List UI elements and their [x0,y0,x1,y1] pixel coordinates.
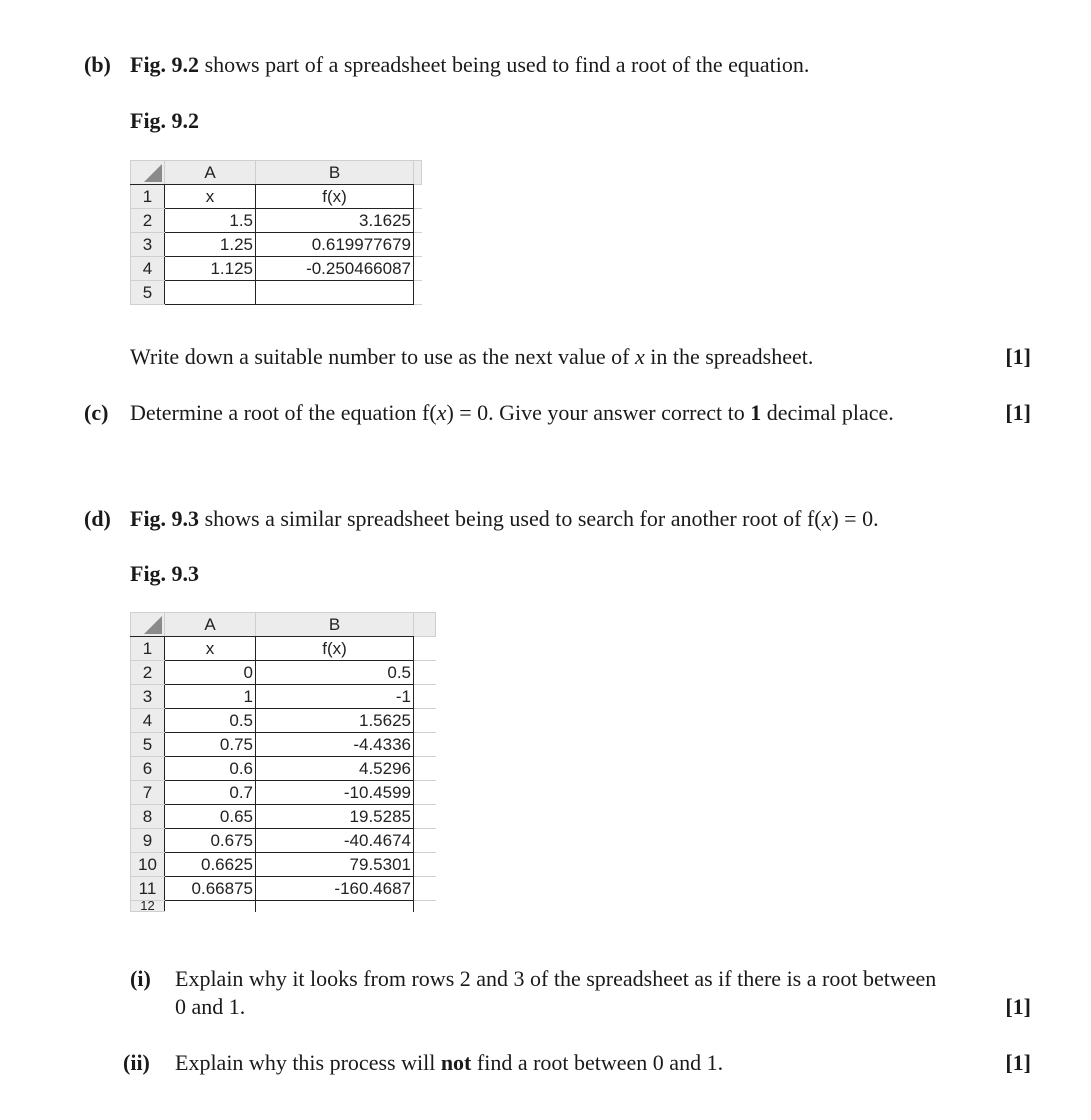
cell-a[interactable]: 0.6625 [165,853,256,877]
select-all-triangle-icon [144,164,162,182]
variable-x: x [634,344,645,369]
cell-extra [414,733,436,757]
cell-a[interactable]: 0.7 [165,781,256,805]
cell-a[interactable]: x [165,185,256,209]
cell-extra [414,661,436,685]
cell-a[interactable]: 0.66875 [165,877,256,901]
cell-extra [414,781,436,805]
row-header[interactable]: 3 [131,685,165,709]
spreadsheet-fig-9-3 [130,612,436,912]
part-c-text [130,400,894,425]
row-header[interactable]: 8 [131,805,165,829]
row-header[interactable]: 12 [131,901,165,912]
sheet-row-partial [131,901,436,912]
sheet-row [131,757,436,781]
cell-b[interactable]: 1.5625 [256,709,414,733]
part-c-text-1: Determine a root of the equation f( [130,400,437,425]
fig-9-3-title: Fig. 9.3 [130,561,200,586]
spreadsheet-fig-9-2 [130,160,422,305]
row-header[interactable]: 2 [131,209,165,233]
cell-b[interactable]: 0.619977679 [256,233,414,257]
cell-extra [414,281,422,305]
column-header-extra [414,161,422,185]
column-header-b[interactable]: B [256,613,414,637]
part-b-question-end: in the spreadsheet. [644,344,814,369]
sheet-row [131,685,436,709]
sheet-row [131,781,436,805]
cell-b[interactable]: -40.4674 [256,829,414,853]
column-header-row [131,613,436,637]
variable-x: x [821,506,832,531]
cell-extra [414,637,436,661]
cell-a[interactable] [165,281,256,305]
part-d-i-line-2: 0 and 1. [175,994,246,1019]
decimal-places: 1 [750,400,762,425]
cell-extra [414,209,422,233]
sheet-row [131,829,436,853]
row-header[interactable]: 3 [131,233,165,257]
part-c-marks: [1] [1005,400,1031,425]
cell-a [165,901,256,912]
part-d-ii-text-2: find a root between 0 and 1. [471,1050,724,1075]
sheet-row [131,281,422,305]
part-d-i-label: (i) [130,966,151,991]
sheet-row [131,661,436,685]
cell-extra [414,233,422,257]
cell-a[interactable]: 1 [165,685,256,709]
part-b-sentence: shows part of a spreadsheet being used to find a root of the equation. [199,52,810,77]
select-all-corner[interactable] [131,613,165,637]
cell-b[interactable] [256,281,414,305]
part-d-i-line-1: Explain why it looks from rows 2 and 3 of the spreadsheet as if there is a root between [175,966,937,991]
cell-b[interactable]: -10.4599 [256,781,414,805]
part-c-text-2: ) = 0. Give your answer correct to [446,400,751,425]
fig-9-2-title: Fig. 9.2 [130,108,200,133]
cell-a[interactable]: 0 [165,661,256,685]
part-c-text-3: decimal place. [761,400,894,425]
sheet-row [131,209,422,233]
cell-b[interactable]: 3.1625 [256,209,414,233]
variable-x: x [436,400,447,425]
cell-b[interactable]: f(x) [256,637,414,661]
select-all-triangle-icon [144,616,162,634]
row-header[interactable]: 5 [131,733,165,757]
cell-b[interactable]: -4.4336 [256,733,414,757]
column-header-b[interactable]: B [256,161,414,185]
cell-extra [414,757,436,781]
cell-b[interactable]: -0.250466087 [256,257,414,281]
sheet-row [131,185,422,209]
cell-b[interactable]: 0.5 [256,661,414,685]
cell-b[interactable]: 19.5285 [256,805,414,829]
column-header-row [131,161,422,185]
row-header[interactable]: 1 [131,637,165,661]
part-d-text [130,506,879,531]
cell-extra [414,901,436,912]
row-header[interactable]: 10 [131,853,165,877]
fig-9-2-ref: Fig. 9.2 [130,52,200,77]
part-b-text [130,52,809,77]
cell-b [256,901,414,912]
part-d-ii-text-1: Explain why this process will [175,1050,441,1075]
part-b-question-text: Write down a suitable number to use as the next value of [130,344,635,369]
cell-a[interactable]: 0.5 [165,709,256,733]
sheet-row [131,233,422,257]
cell-b[interactable]: -160.4687 [256,877,414,901]
part-d-i-marks: [1] [1005,994,1031,1019]
part-d-ii-marks: [1] [1005,1050,1031,1075]
cell-a[interactable]: 1.25 [165,233,256,257]
cell-b[interactable]: -1 [256,685,414,709]
cell-a[interactable]: 0.65 [165,805,256,829]
cell-a[interactable]: 1.5 [165,209,256,233]
cell-extra [414,829,436,853]
row-header[interactable]: 6 [131,757,165,781]
sheet-row [131,853,436,877]
part-d-text-1: shows a similar spreadsheet being used to search for another root of f( [199,506,822,531]
row-header[interactable]: 9 [131,829,165,853]
part-d-ii-text [175,1050,723,1075]
row-header[interactable]: 4 [131,257,165,281]
part-d-label: (d) [84,506,111,531]
row-header[interactable]: 4 [131,709,165,733]
cell-a[interactable]: 1.125 [165,257,256,281]
cell-a[interactable]: 0.675 [165,829,256,853]
column-header-a[interactable]: A [165,613,256,637]
sheet-row [131,709,436,733]
cell-a[interactable]: x [165,637,256,661]
cell-extra [414,685,436,709]
cell-a[interactable]: 0.75 [165,733,256,757]
part-b-label: (b) [84,52,111,77]
cell-b[interactable]: 4.5296 [256,757,414,781]
cell-extra [414,853,436,877]
row-header[interactable]: 7 [131,781,165,805]
part-b-marks: [1] [1005,344,1031,369]
row-header[interactable]: 11 [131,877,165,901]
sheet-row [131,257,422,281]
select-all-corner[interactable] [131,161,165,185]
cell-b[interactable]: 79.5301 [256,853,414,877]
part-d-text-2: ) = 0. [831,506,879,531]
row-header[interactable]: 1 [131,185,165,209]
emphasis-not: not [440,1050,472,1075]
cell-extra [414,805,436,829]
sheet-row [131,637,436,661]
cell-a[interactable]: 0.6 [165,757,256,781]
fig-9-3-ref: Fig. 9.3 [130,506,200,531]
part-b-question [130,344,813,369]
column-header-extra [414,613,436,637]
cell-b[interactable]: f(x) [256,185,414,209]
cell-extra [414,257,422,281]
part-c-label: (c) [84,400,109,425]
cell-extra [414,709,436,733]
row-header[interactable]: 2 [131,661,165,685]
cell-extra [414,877,436,901]
cell-extra [414,185,422,209]
row-header[interactable]: 5 [131,281,165,305]
column-header-a[interactable]: A [165,161,256,185]
sheet-row [131,805,436,829]
sheet-row [131,877,436,901]
sheet-row [131,733,436,757]
part-d-ii-label: (ii) [123,1050,150,1075]
